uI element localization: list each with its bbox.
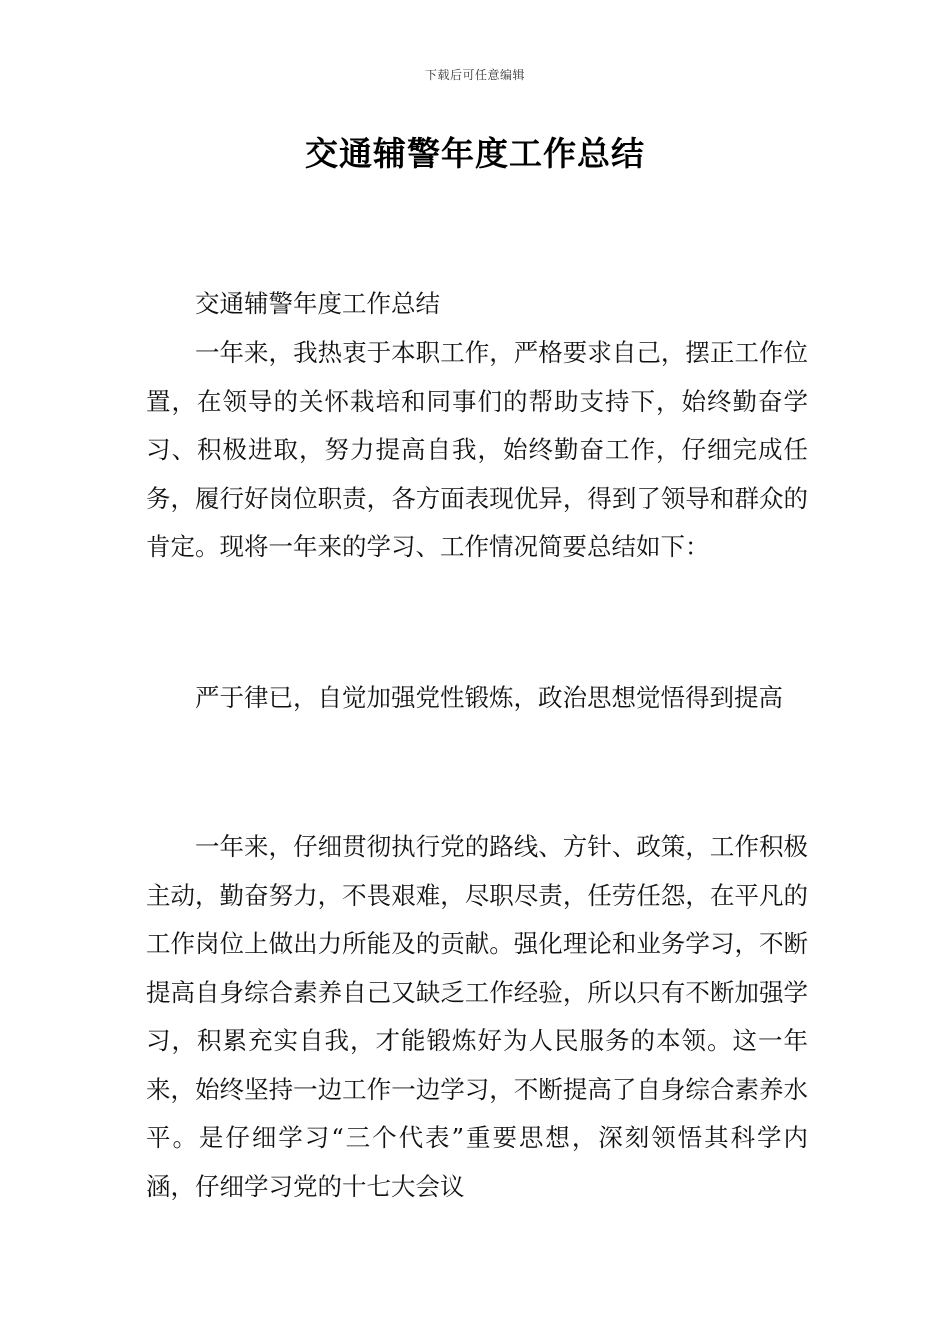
document-subtitle-block xyxy=(146,280,808,329)
document-subtitle: 交通辅警年度工作总结 xyxy=(195,289,440,318)
document-title: 交通辅警年度工作总结 xyxy=(305,134,645,173)
paragraph-2: 一年来，仔细贯彻执行党的路线、方针、政策，工作积极主动，勤奋努力，不畏艰难，尽职尽责，任劳任怨，在平凡的工作岗位上做出力所能及的贡献。强化理论和业务学习，不断提高自身综合素养自己又缺乏工作经验，所以只有不断加强学习，积累充实自我，才能锻炼好为人民服务的本领。这一年来，始终坚持一边工作一边学习，不断提高了自身综合素养水平。是仔细学习“三个代表”重要思想，深刻领悟其科学内涵，仔细学习党的十七大会议 xyxy=(146,832,808,1201)
paragraph-1: 一年来，我热衷于本职工作，严格要求自己，摆正工作位置，在领导的关怀栽培和同事们的帮助支持下，始终勤奋学习、积极进取，努力提高自我，始终勤奋工作，仔细完成任务，履行好岗位职责，各方面表现优异，得到了领导和群众的肯定。现将一年来的学习、工作情况简要总结如下： xyxy=(146,338,808,561)
section-heading: 严于律已，自觉加强党性锻炼，政治思想觉悟得到提高 xyxy=(195,683,783,712)
section-heading-block xyxy=(146,674,808,723)
header-note: 下载后可任意编辑 xyxy=(424,68,525,82)
paragraph-block-2 xyxy=(146,823,808,1211)
paragraph-block-1 xyxy=(146,329,808,572)
